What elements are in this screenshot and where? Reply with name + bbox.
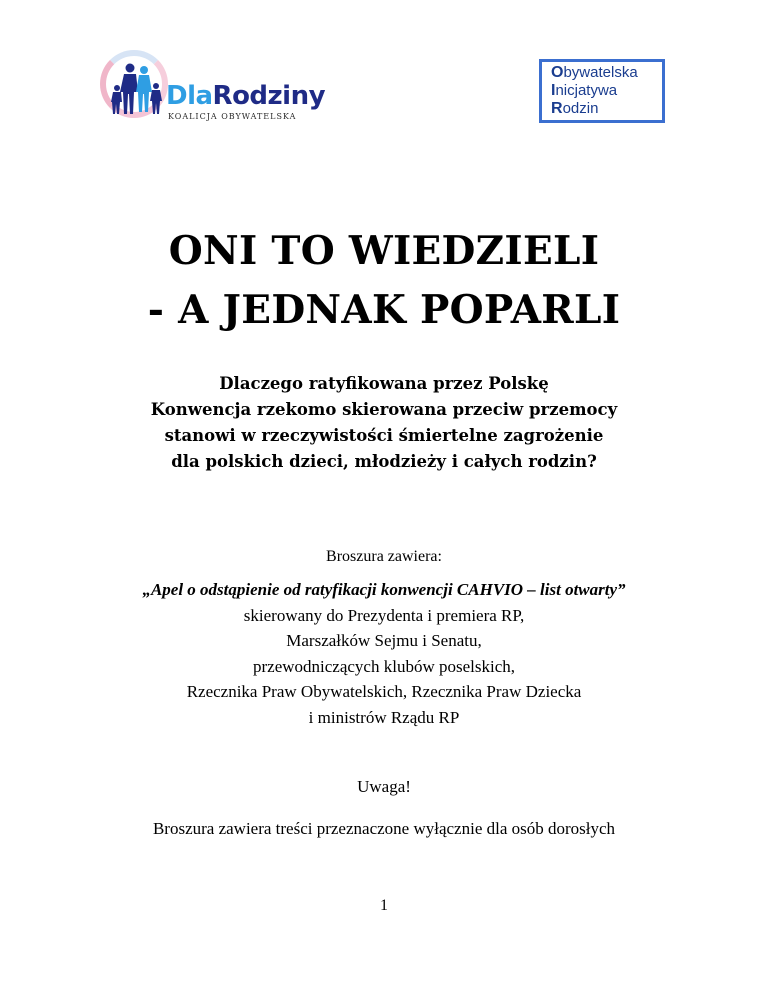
appeal-line: Rzecznika Praw Obywatelskich, Rzecznika Praw Dziecka: [186, 682, 582, 701]
logo-brand-text: [166, 83, 325, 109]
oir-rest: nicjatywa: [555, 82, 618, 99]
oir-initial: R: [551, 100, 563, 117]
appeal-block: [0, 577, 768, 730]
page-subtitle: [0, 371, 768, 475]
oir-logo-line: [551, 64, 662, 82]
title-line-1: ONI TO WIEDZIELI: [168, 228, 600, 274]
oir-rest: odzin: [562, 100, 599, 117]
subtitle-line: Dlaczego ratyfikowana przez Polskę: [219, 374, 549, 393]
contents-label: Broszura zawiera:: [326, 548, 442, 565]
oir-rest: bywatelska: [563, 64, 638, 81]
notice-heading: Uwaga!: [357, 777, 411, 796]
logo-brand-part2: Rodziny: [212, 81, 326, 111]
notice-block: [0, 766, 768, 850]
appeal-line: skierowany do Prezydenta i premiera RP,: [243, 605, 525, 625]
appeal-line: przewodniczących klubów poselskich,: [253, 656, 515, 676]
page-title: [0, 222, 768, 340]
oir-logo-line: [551, 82, 662, 100]
page-number: 1: [380, 897, 388, 914]
family-silhouette-icon: [108, 58, 168, 118]
notice-text: Broszura zawiera treści przeznaczone wyłącznie dla osób dorosłych: [152, 819, 616, 838]
appeal-title: „Apel o odstąpienie od ratyfikacji konwencji CAHVIO – list otwarty”: [142, 580, 626, 599]
appeal-line: Marszałków Sejmu i Senatu,: [286, 631, 482, 650]
oir-logo: [539, 59, 665, 123]
subtitle-line: Konwencja rzekomo skierowana przeciw przemocy: [150, 400, 618, 419]
dlarodziny-logo: [96, 46, 326, 126]
oir-initial: O: [551, 64, 564, 81]
oir-logo-line: [551, 100, 662, 118]
logo-brand-part1: Dla: [166, 81, 213, 111]
subtitle-line: stanowi w rzeczywistości śmiertelne zagrożenie: [164, 426, 604, 445]
oir-initial: I: [551, 82, 556, 99]
logo-subtitle: KOALICJA OBYWATELSKA: [168, 112, 297, 121]
appeal-line: i ministrów Rządu RP: [308, 707, 460, 727]
title-line-2: - A JEDNAK POPARLI: [147, 287, 621, 333]
subtitle-line: dla polskich dzieci, młodzieży i całych rodzin?: [171, 452, 597, 471]
